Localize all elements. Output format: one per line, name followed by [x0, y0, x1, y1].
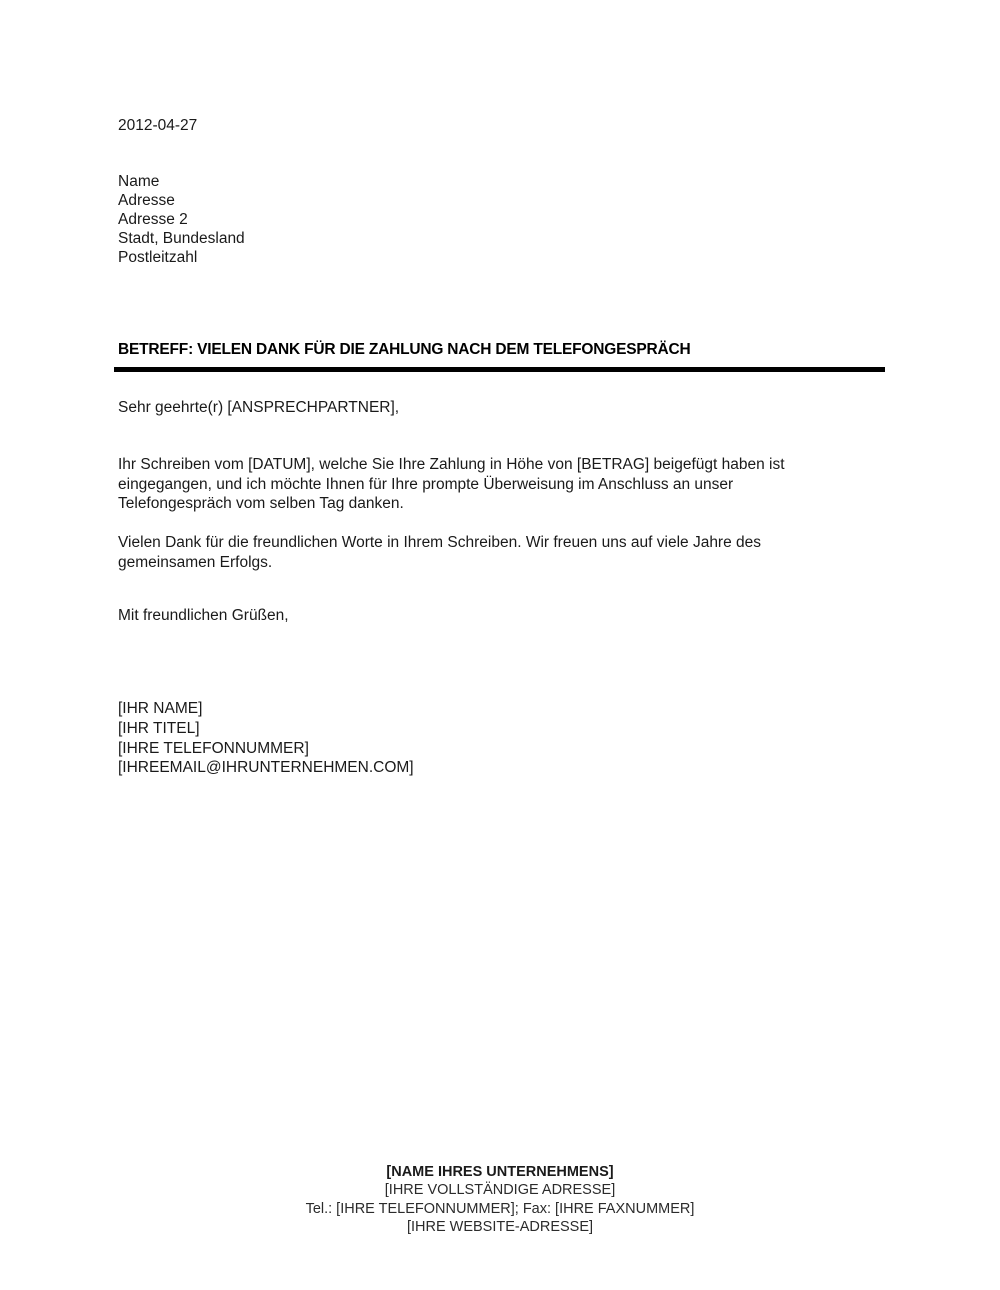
- closing-salutation: Mit freundlichen Grüßen,: [118, 607, 289, 624]
- signature-name-placeholder: [IHR NAME]: [118, 700, 203, 717]
- body-paragraph-2: [118, 533, 761, 572]
- salutation: Sehr geehrte(r) [ANSPRECHPARTNER],: [118, 399, 400, 416]
- body-paragraph-1: [118, 455, 785, 514]
- recipient-address-block: [118, 172, 245, 267]
- letter-footer: [0, 1163, 1000, 1236]
- footer-company-address: [IHRE VOLLSTÄNDIGE ADRESSE]: [384, 1182, 616, 1199]
- recipient-name: Name: [118, 173, 160, 190]
- footer-phone-fax: Tel.: [IHRE TELEFONNUMMER]; Fax: [IHRE FAXNUMMER]: [305, 1200, 695, 1217]
- body-line: eingegangen, und ich möchte Ihnen für Ihre prompte Überweisung im Anschluss an unser: [118, 475, 734, 493]
- body-line: Vielen Dank für die freundlichen Worte in Ihrem Schreiben. Wir freuen uns auf viele Jahre des: [118, 534, 762, 551]
- recipient-address-line-1: Adresse: [118, 192, 175, 209]
- recipient-city-state: Stadt, Bundesland: [118, 230, 245, 247]
- signature-title-placeholder: [IHR TITEL]: [118, 719, 200, 737]
- signature-block: [118, 699, 414, 778]
- letter-date: 2012-04-27: [118, 117, 198, 134]
- body-line: gemeinsamen Erfolgs.: [118, 553, 273, 571]
- signature-phone-placeholder: [IHRE TELEFONNUMMER]: [118, 739, 309, 757]
- body-line: Ihr Schreiben vom [DATUM], welche Sie Ihre Zahlung in Höhe von [BETRAG] beigefügt haben ist: [118, 456, 785, 473]
- subject-line: BETREFF: VIELEN DANK FÜR DIE ZAHLUNG NACH DEM TELEFONGESPRÄCH: [118, 341, 691, 358]
- recipient-address-line-2: Adresse 2: [118, 211, 188, 228]
- body-line: Telefongespräch vom selben Tag danken.: [118, 495, 404, 512]
- footer-website: [IHRE WEBSITE-ADRESSE]: [406, 1218, 594, 1235]
- recipient-postal-code: Postleitzahl: [118, 249, 198, 266]
- subject-block: [114, 340, 885, 372]
- signature-email-placeholder: [IHREEMAIL@IHRUNTERNEHMEN.COM]: [118, 759, 414, 777]
- footer-company-name: [NAME IHRES UNTERNEHMENS]: [386, 1164, 614, 1180]
